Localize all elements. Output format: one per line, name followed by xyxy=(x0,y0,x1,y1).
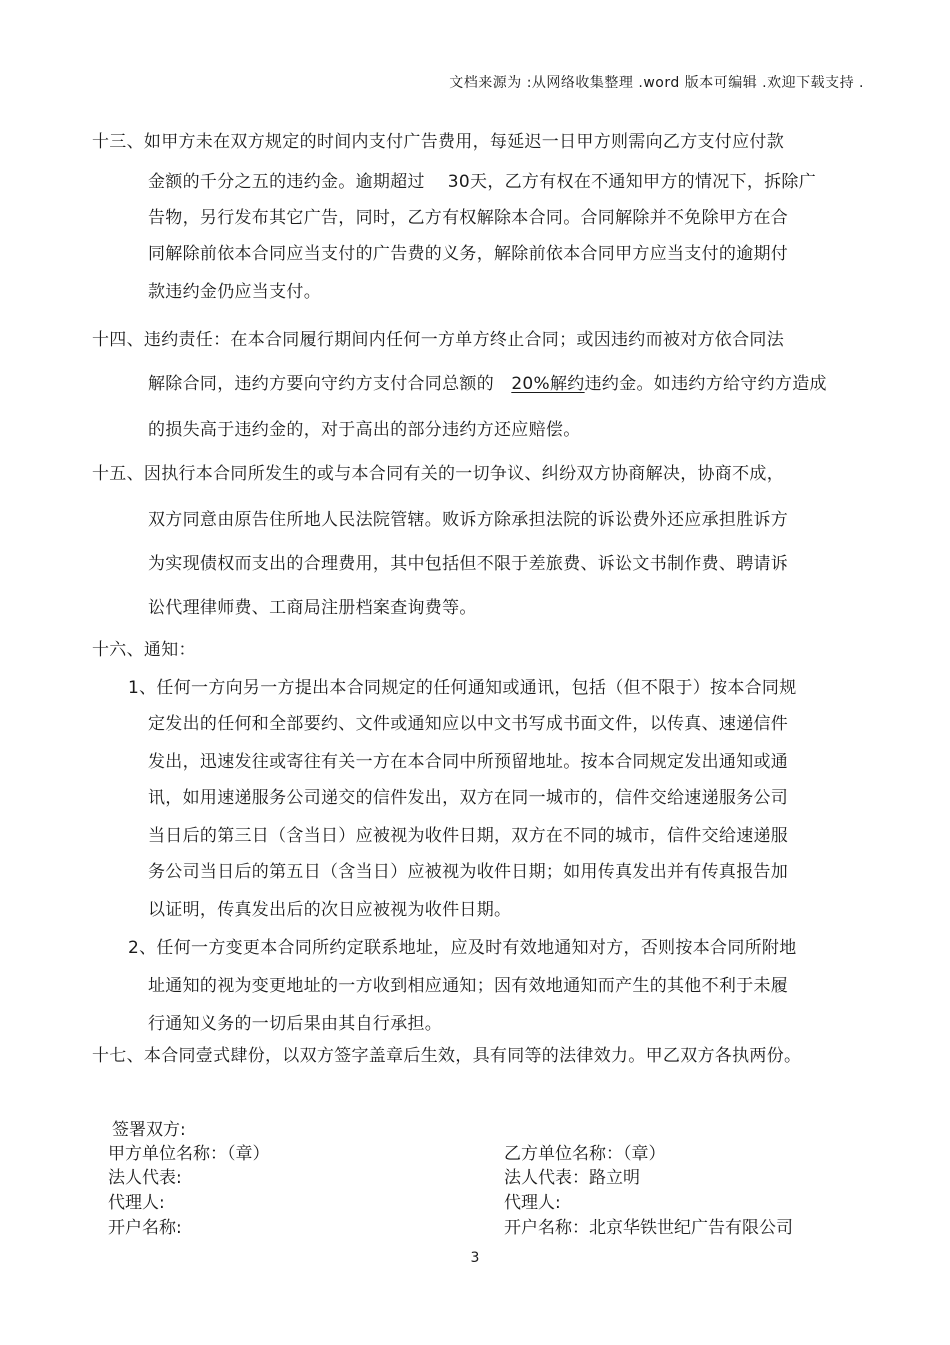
page-number: 3 xyxy=(470,1250,480,1266)
signature-title: 签署双方: xyxy=(112,1120,186,1140)
clause-16-1-line-1: 1、任何一方向另一方提出本合同规定的任何通知或通讯，包括（但不限于）按本合同规 xyxy=(128,678,797,698)
party-b-account: 开户名称：北京华铁世纪广告有限公司 xyxy=(504,1218,793,1238)
party-a-rep: 法人代表: xyxy=(108,1168,182,1188)
clause-14-text-b: 违约金。如违约方给守约方造成 xyxy=(584,374,827,394)
clause-15-line-4: 讼代理律师费、工商局注册档案查询费等。 xyxy=(148,598,477,618)
party-b-rep: 法人代表：路立明 xyxy=(504,1168,640,1188)
clause-13-line-3: 告物，另行发布其它广告，同时，乙方有权解除本合同。合同解除并不免除甲方在合 xyxy=(148,208,789,228)
clause-15-line-1: 十五、因执行本合同所发生的或与本合同有关的一切争议、纠纷双方协商解决，协商不成， xyxy=(92,464,784,484)
clause-14-line-1: 十四、违约责任：在本合同履行期间内任何一方单方终止合同；或因违约而被对方依合同法 xyxy=(92,330,784,350)
party-a-name: 甲方单位名称：（章） xyxy=(108,1144,270,1164)
clause-16-1-line-4: 讯，如用速递服务公司递交的信件发出，双方在同一城市的，信件交给速递服务公司 xyxy=(148,788,789,808)
page-header-source-note: 文档来源为 :从网络收集整理 .word 版本可编辑 .欢迎下载支持 . xyxy=(449,75,864,91)
clause-16-1-line-7: 以证明，传真发出后的次日应被视为收件日期。 xyxy=(148,900,512,920)
clause-16-2-line-1: 2、任何一方变更本合同所约定联系地址，应及时有效地通知对方，否则按本合同所附地 xyxy=(128,938,797,958)
party-b-name: 乙方单位名称：（章） xyxy=(504,1144,666,1164)
clause-17: 十七、本合同壹式肆份，以双方签字盖章后生效，具有同等的法律效力。甲乙双方各执两份。 xyxy=(92,1046,802,1066)
clause-16-1-line-5: 当日后的第三日（含当日）应被视为收件日期，双方在不同的城市，信件交给速递服 xyxy=(148,826,789,846)
party-b-agent: 代理人: xyxy=(504,1193,561,1213)
clause-13-line-2: 金额的千分之五的违约金。逾期超过 30天，乙方有权在不通知甲方的情况下，拆除广 xyxy=(148,172,817,192)
party-a-account: 开户名称: xyxy=(108,1218,182,1238)
clause-13-line-1: 十三、如甲方未在双方规定的时间内支付广告费用，每延迟一日甲方则需向乙方支付应付款 xyxy=(92,132,784,152)
clause-16-2-line-2: 址通知的视为变更地址的一方收到相应通知；因有效地通知而产生的其他不利于未履 xyxy=(148,976,789,996)
clause-16-1-line-2: 定发出的任何和全部要约、文件或通知应以中文书写成书面文件，以传真、速递信件 xyxy=(148,714,789,734)
clause-14-penalty-rate: 20%解约 xyxy=(511,374,585,394)
clause-16-title: 十六、通知： xyxy=(92,640,196,660)
party-a-agent: 代理人: xyxy=(108,1193,165,1213)
clause-14-line-3: 的损失高于违约金的，对于高出的部分违约方还应赔偿。 xyxy=(148,420,581,440)
clause-16-1-line-3: 发出，迅速发往或寄往有关一方在本合同中所预留地址。按本合同规定发出通知或通 xyxy=(148,752,789,772)
clause-16-1-line-6: 务公司当日后的第五日（含当日）应被视为收件日期；如用传真发出并有传真报告加 xyxy=(148,862,789,882)
clause-15-line-3: 为实现债权而支出的合理费用，其中包括但不限于差旅费、诉讼文书制作费、聘请诉 xyxy=(148,554,789,574)
clause-13-line-5: 款违约金仍应当支付。 xyxy=(148,282,321,302)
clause-13-line-4: 同解除前依本合同应当支付的广告费的义务，解除前依本合同甲方应当支付的逾期付 xyxy=(148,244,789,264)
clause-14-line-2 xyxy=(148,372,827,396)
clause-14-text-a: 解除合同，违约方要向守约方支付合同总额的 xyxy=(148,374,512,394)
clause-15-line-2: 双方同意由原告住所地人民法院管辖。败诉方除承担法院的诉讼费外还应承担胜诉方 xyxy=(148,510,789,530)
clause-16-2-line-3: 行通知义务的一切后果由其自行承担。 xyxy=(148,1014,443,1034)
